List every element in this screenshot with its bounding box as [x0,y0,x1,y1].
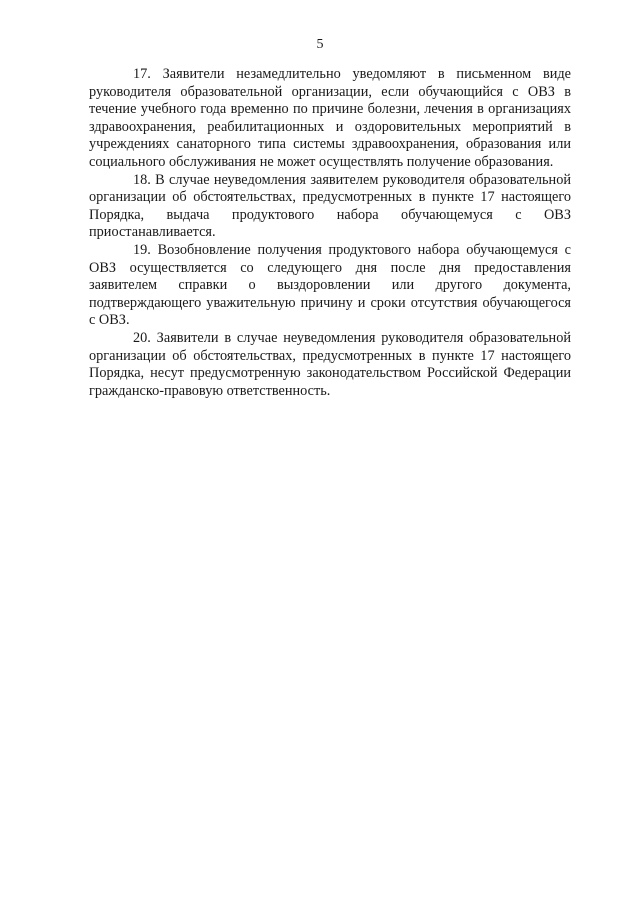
paragraph-20: 20. Заявители в случае неуведомления руководителя образовательной организации об обстоятельствах, предусмотренных в пункте 17 настоящего Порядка, несут предусмотренную законодательством Российской Федерации гражданско-правовую ответственность. [89,329,571,399]
paragraph-17: 17. Заявители незамедлительно уведомляют в письменном виде руководителя образовательной организации, если обучающийся с ОВЗ в течение учебного года временно по причине болезни, лечения в организациях здравоохранения, реабилитационных и оздоровительных мероприятий в учреждениях санаторного типа системы здравоохранения, образования или социального обслуживания не может осуществлять получение образования. [89,66,571,170]
document-body [89,66,571,400]
paragraph-18: 18. В случае неуведомления заявителем руководителя образовательной организации об обстоятельствах, предусмотренных в пункте 17 настоящего Порядка, выдача продуктового набора обучающемуся с ОВЗ приостанавливается. [89,171,571,241]
page-number: 5 [316,37,324,52]
paragraph-19: 19. Возобновление получения продуктового набора обучающемуся с ОВЗ осуществляется со следующего дня после дня предоставления заявителем справки о выздоровлении или другого документа, подтверждающего уважительную причину и сроки отсутствия обучающегося с ОВЗ. [89,241,571,329]
